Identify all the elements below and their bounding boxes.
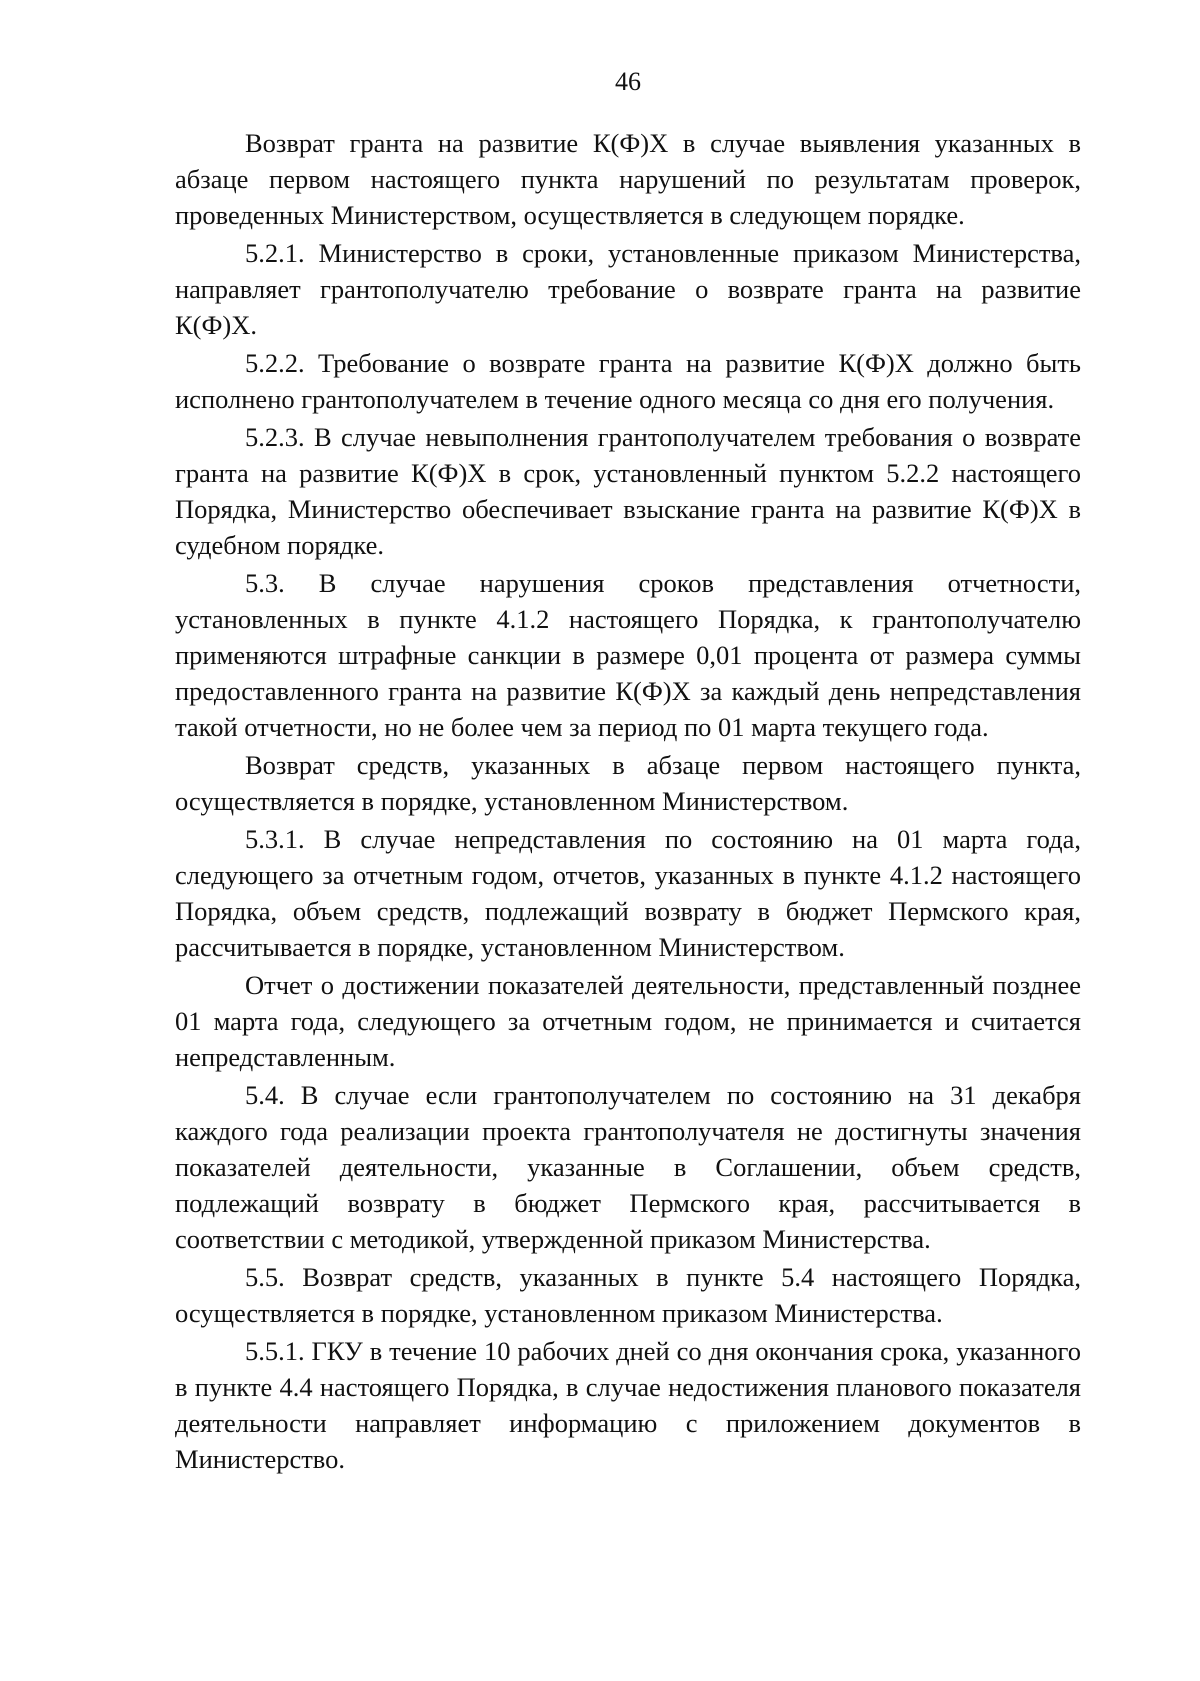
page-number: 46 (615, 67, 641, 96)
paragraph-5-3-1: 5.3.1. В случае непредставления по состоянию на 01 марта года, следующего за отчетным годом, отчетов, указанных в пункте 4.1.2 настоящего Порядка, объем средств, подлежащий возврату в бюджет Пермского края, рассчитывается в порядке, установленном Министерством. (175, 824, 1081, 962)
document-body (175, 125, 1081, 1479)
paragraph-5-3: 5.3. В случае нарушения сроков представления отчетности, установленных в пункте 4.1.2 настоящего Порядка, к грантополучателю применяются штрафные санкции в размере 0,01 процента от размера суммы предоставленного гранта на развитие К(Ф)Х за каждый день непредставления такой отчетности, но не более чем за период по 01 марта текущего года. (175, 568, 1081, 742)
paragraph-5-5: 5.5. Возврат средств, указанных в пункте 5.4 настоящего Порядка, осуществляется в порядке, установленном приказом Министерства. (175, 1262, 1081, 1328)
paragraph-5-5-1: 5.5.1. ГКУ в течение 10 рабочих дней со дня окончания срока, указанного в пункте 4.4 настоящего Порядка, в случае недостижения планового показателя деятельности направляет информацию с приложением документов в Министерство. (175, 1336, 1081, 1474)
paragraph-5-2-2: 5.2.2. Требование о возврате гранта на развитие К(Ф)Х должно быть исполнено грантополучателем в течение одного месяца со дня его получения. (175, 348, 1081, 414)
paragraph-5-4: 5.4. В случае если грантополучателем по состоянию на 31 декабря каждого года реализации проекта грантополучателя не достигнуты значения показателей деятельности, указанные в Соглашении, объем средств, подлежащий возврату в бюджет Пермского края, рассчитывается в соответствии с методикой, утвержденной приказом Министерства. (175, 1080, 1081, 1254)
paragraph-5-2-3: 5.2.3. В случае невыполнения грантополучателем требования о возврате гранта на развитие К(Ф)Х в срок, установленный пунктом 5.2.2 настоящего Порядка, Министерство обеспечивает взыскание гранта на развитие К(Ф)Х в судебном порядке. (175, 422, 1081, 560)
paragraph-5-2-1: 5.2.1. Министерство в сроки, установленные приказом Министерства, направляет грантополучателю требование о возврате гранта на развитие К(Ф)Х. (175, 238, 1081, 340)
paragraph-return-procedure: Возврат гранта на развитие К(Ф)Х в случае выявления указанных в абзаце первом настоящего пункта нарушений по результатам проверок, проведенных Министерством, осуществляется в следующем порядке. (175, 128, 1081, 230)
paragraph-funds-return: Возврат средств, указанных в абзаце первом настоящего пункта, осуществляется в порядке, установленном Министерством. (175, 750, 1081, 816)
paragraph-report-late: Отчет о достижении показателей деятельности, представленный позднее 01 марта года, следующего за отчетным годом, не принимается и считается непредставленным. (175, 970, 1081, 1072)
